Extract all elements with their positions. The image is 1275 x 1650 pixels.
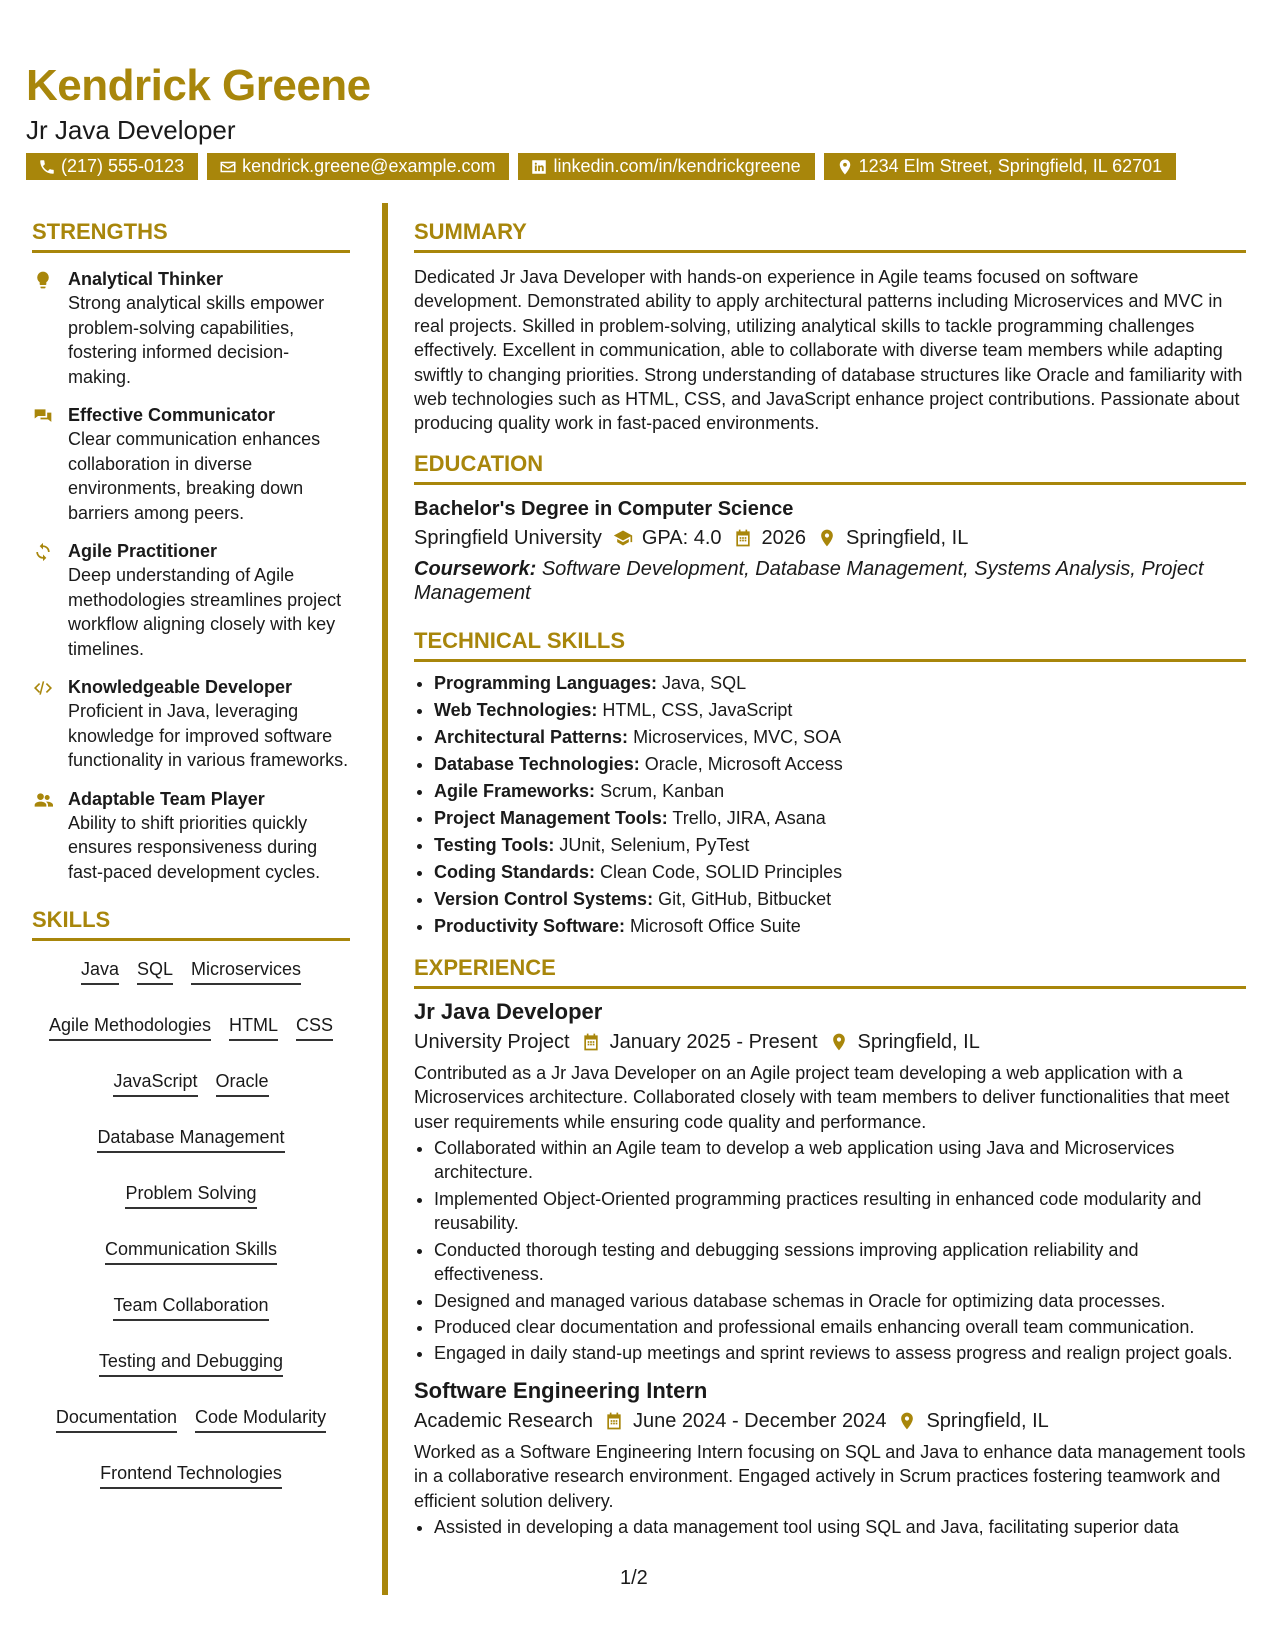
location-icon (816, 528, 838, 548)
resume-header (26, 60, 371, 146)
job-org: Academic Research (414, 1409, 593, 1432)
location-icon (836, 158, 854, 176)
tech-skill-value: Clean Code, SOLID Principles (600, 861, 843, 882)
education-degree: Bachelor's Degree in Computer Science (414, 497, 794, 520)
tech-skill-label: Architectural Patterns: (434, 726, 629, 747)
tech-skill-value: JUnit, Selenium, PyTest (559, 834, 750, 855)
education-title: EDUCATION (414, 450, 1246, 485)
list-item: • Engaged in daily stand-up meetings and sprint reviews to assess progress and realign project goals. (434, 1341, 1246, 1365)
contact-phone[interactable] (26, 153, 198, 180)
skill-tag: Testing and Debugging (99, 1349, 283, 1377)
tech-skill-value: Git, GitHub, Bitbucket (658, 888, 832, 909)
left-column (32, 218, 350, 1507)
list-item (434, 751, 1246, 778)
contact-address-text: 1234 Elm Street, Springfield, IL 62701 (858, 156, 1163, 176)
users-icon (32, 790, 54, 810)
contact-bar (26, 153, 1176, 180)
experience-entry (414, 1376, 1246, 1540)
education-location: Springfield, IL (846, 526, 969, 549)
tech-skill-label: Database Technologies: (434, 753, 640, 774)
job-meta (414, 1406, 1246, 1436)
summary-title: SUMMARY (414, 218, 1246, 253)
linkedin-icon (530, 158, 548, 176)
strength-item (32, 787, 350, 885)
experience-title: EXPERIENCE (414, 954, 1246, 989)
graduation-cap-icon (612, 528, 634, 548)
skill-tag: Java (81, 957, 119, 985)
location-icon (896, 1411, 918, 1431)
skill-tag: Frontend Technologies (100, 1461, 282, 1489)
education-school: Springfield University (414, 526, 602, 549)
list-item: • Implemented Object-Oriented programming practices resulting in enhanced code modularity and reusability. (434, 1187, 1246, 1236)
skill-tag: SQL (137, 957, 173, 985)
job-meta (414, 1027, 1246, 1057)
summary-text: Dedicated Jr Java Developer with hands-on experience in Agile teams focused on software development. Demonstrated ability to apply architectural patterns including Microservices and MVC in real projects. Skilled in problem-solving, utilizing analytical skills to tackle programming challenges effectively. Excellent in communication, able to collaborate with diverse team members while adapting swiftly to changing priorities. Strong understanding of database structures like Oracle and familiarity with web technologies such as HTML, CSS, and JavaScript enhance project contributions. Passionate about producing quality work in fast-paced environments. (414, 267, 1243, 434)
list-item: • Produced clear documentation and professional emails enhancing overall team communication. (434, 1315, 1246, 1339)
candidate-name: Kendrick Greene (26, 61, 371, 110)
skill-tag: CSS (296, 1013, 333, 1041)
list-item: • Designed and managed various database schemas in Oracle for optimizing data processes. (434, 1289, 1246, 1313)
skill-tag: Database Management (97, 1125, 284, 1153)
strength-desc: Strong analytical skills empower problem-solving capabilities, fostering informed decision-making. (68, 293, 325, 387)
calendar-icon (732, 528, 754, 548)
education-year: 2026 (761, 526, 807, 549)
list-item (434, 724, 1246, 751)
strength-title: Knowledgeable Developer (68, 677, 293, 697)
education-meta (414, 523, 1246, 553)
column-divider (382, 203, 388, 1595)
contact-email[interactable] (207, 153, 509, 180)
strength-item (32, 267, 350, 389)
tech-skill-value: HTML, CSS, JavaScript (602, 699, 793, 720)
contact-linkedin[interactable] (518, 153, 814, 180)
job-title: Software Engineering Intern (414, 1377, 708, 1403)
job-org: University Project (414, 1030, 570, 1053)
strengths-title: STRENGTHS (32, 218, 350, 253)
phone-icon (38, 158, 56, 176)
skill-tag: Team Collaboration (113, 1293, 268, 1321)
strength-title: Analytical Thinker (68, 269, 224, 289)
list-item (434, 859, 1246, 886)
lightbulb-icon (32, 270, 54, 290)
tech-skill-label: Project Management Tools: (434, 807, 668, 828)
education-gpa: GPA: 4.0 (641, 526, 722, 549)
tech-skill-value: Oracle, Microsoft Access (644, 753, 843, 774)
list-item (434, 913, 1246, 940)
tech-skill-value: Microsoft Office Suite (630, 915, 801, 936)
technical-skills-list (414, 670, 1246, 940)
list-item (434, 670, 1246, 697)
tech-skill-label: Programming Languages: (434, 672, 658, 693)
strength-desc: Clear communication enhances collaboration in diverse environments, breaking down barriers among peers. (68, 429, 321, 523)
calendar-icon (603, 1411, 625, 1431)
tech-skill-label: Coding Standards: (434, 861, 595, 882)
skill-tag: Documentation (56, 1405, 177, 1433)
page-number: 1/2 (620, 1567, 648, 1589)
skills-list (32, 947, 350, 1507)
tech-skill-label: Productivity Software: (434, 915, 626, 936)
candidate-title: Jr Java Developer (26, 115, 236, 145)
skill-tag: Problem Solving (125, 1181, 256, 1209)
job-location: Springfield, IL (926, 1409, 1049, 1432)
coursework-label: Coursework: (414, 557, 537, 580)
skill-tag: JavaScript (113, 1069, 197, 1097)
tech-skill-label: Version Control Systems: (434, 888, 654, 909)
job-dates: January 2025 - Present (609, 1030, 818, 1053)
tech-skill-label: Agile Frameworks: (434, 780, 596, 801)
tech-skill-value: Microservices, MVC, SOA (633, 726, 842, 747)
education-coursework (414, 557, 1246, 605)
list-item: • Assisted in developing a data management tool using SQL and Java, facilitating superior data (434, 1515, 1246, 1539)
skills-title: SKILLS (32, 906, 350, 941)
job-bullets (414, 1136, 1246, 1366)
tech-skill-label: Web Technologies: (434, 699, 598, 720)
strength-item (32, 675, 350, 773)
tech-skill-value: Trello, JIRA, Asana (672, 807, 826, 828)
email-icon (219, 158, 237, 176)
list-item: • Conducted thorough testing and debugging sessions improving application reliability and effectiveness. (434, 1238, 1246, 1287)
skill-tag: Oracle (216, 1069, 269, 1097)
list-item: • Collaborated within an Agile team to develop a web application using Java and Microservices architecture. (434, 1136, 1246, 1185)
list-item (434, 697, 1246, 724)
job-title: Jr Java Developer (414, 998, 603, 1024)
skill-tag: Agile Methodologies (49, 1013, 211, 1041)
job-description: Contributed as a Jr Java Developer on an Agile project team developing a web application with a Microservices architecture. Collaborated closely with team members to deliver functionalities that meet user requirements while ensuring code quality and performance. (414, 1062, 1230, 1132)
job-location: Springfield, IL (857, 1030, 980, 1053)
job-dates: June 2024 - December 2024 (632, 1409, 887, 1432)
technical-skills-title: TECHNICAL SKILLS (414, 627, 1246, 662)
contact-linkedin-text: linkedin.com/in/kendrickgreene (553, 156, 801, 176)
experience-entry (414, 997, 1246, 1366)
contact-email-text: kendrick.greene@example.com (242, 156, 496, 176)
code-icon (32, 678, 54, 698)
chat-icon (32, 406, 54, 426)
list-item (434, 832, 1246, 859)
sync-icon (32, 542, 54, 562)
job-bullets (414, 1515, 1246, 1539)
strength-desc: Proficient in Java, leveraging knowledge for improved software functionality in various frameworks. (68, 701, 349, 770)
right-column (414, 218, 1246, 1539)
strength-item (32, 539, 350, 661)
strength-desc: Deep understanding of Agile methodologies streamlines project workflow aligning closely with key timelines. (68, 565, 342, 659)
contact-address[interactable] (824, 153, 1177, 180)
contact-phone-text: (217) 555-0123 (61, 156, 185, 176)
tech-skill-value: Java, SQL (662, 672, 747, 693)
tech-skill-value: Scrum, Kanban (600, 780, 725, 801)
list-item (434, 805, 1246, 832)
skill-tag: Code Modularity (195, 1405, 326, 1433)
strength-desc: Ability to shift priorities quickly ensures responsiveness during fast-paced development cycles. (68, 812, 321, 882)
coursework-list: Software Development, Database Management, Systems Analysis, Project Management (414, 557, 1204, 604)
skill-tag: Microservices (191, 957, 301, 985)
skill-tag: Communication Skills (105, 1237, 277, 1265)
tech-skill-label: Testing Tools: (434, 834, 555, 855)
calendar-icon (580, 1032, 602, 1052)
location-icon (828, 1032, 850, 1052)
strength-title: Agile Practitioner (68, 541, 218, 561)
strength-title: Adaptable Team Player (68, 788, 265, 809)
strength-item (32, 403, 350, 525)
list-item (434, 778, 1246, 805)
skill-tag: HTML (229, 1013, 278, 1041)
job-description: Worked as a Software Engineering Intern focusing on SQL and Java to enhance data management tools in a collaborative research environment. Engaged actively in Scrum practices fostering teamwork and efficient solution delivery. (414, 1441, 1246, 1511)
list-item (434, 886, 1246, 913)
strength-title: Effective Communicator (68, 405, 276, 425)
